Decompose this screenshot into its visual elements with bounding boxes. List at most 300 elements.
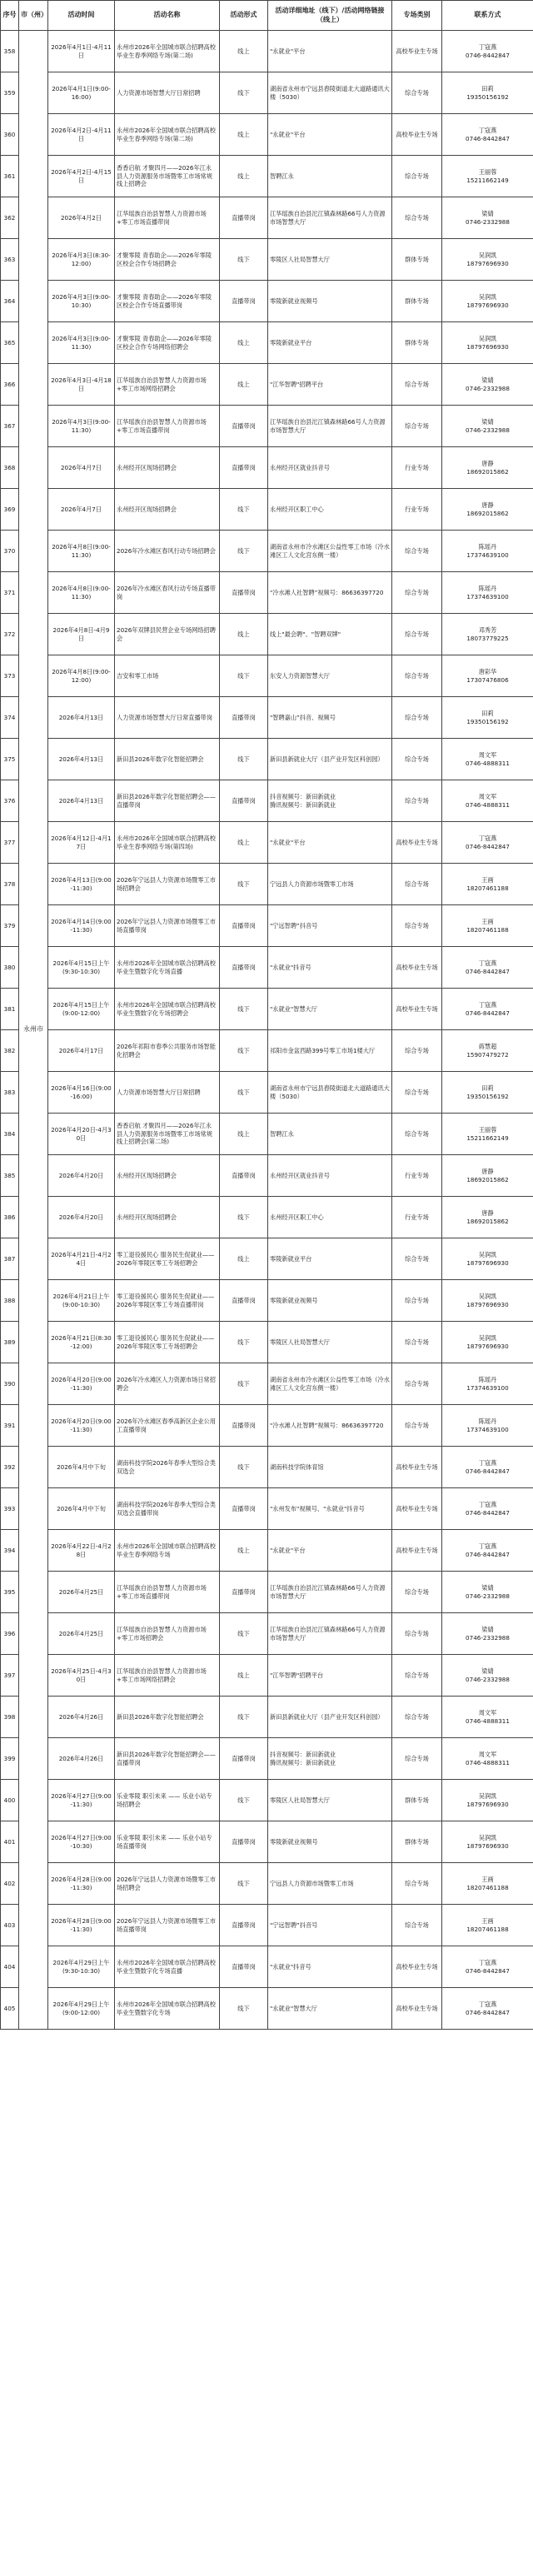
event-time: 2026年4月8日(9:00-11:30) bbox=[48, 531, 115, 572]
event-venue: 江华瑶族自治县沱江镇森林路66号人力资源市场智慧大厅 bbox=[268, 197, 392, 239]
event-venue: 零陵区人社局智慧大厅 bbox=[268, 1322, 392, 1363]
event-time: 2026年4月20日 bbox=[48, 1197, 115, 1238]
event-contact: 周文军 0746-4888311 bbox=[442, 780, 533, 822]
event-type: 综合专场 bbox=[392, 72, 442, 114]
row-no: 376 bbox=[1, 780, 19, 822]
event-name: 才聚零陵 青春助企——2026年零陵区校企合作专场网络招聘会 bbox=[115, 322, 220, 364]
table-row bbox=[1, 1697, 533, 1738]
event-contact: 王画 18207461188 bbox=[442, 905, 533, 947]
table-row bbox=[1, 614, 533, 655]
event-venue: 永州经开区职工中心 bbox=[268, 1197, 392, 1238]
table-row bbox=[1, 1655, 533, 1697]
event-type: 高校毕业生专场 bbox=[392, 1946, 442, 1988]
event-contact: 吴润凯 18797696930 bbox=[442, 1280, 533, 1322]
event-type: 综合专场 bbox=[392, 1363, 442, 1405]
event-venue: 湖南省永州市冷水滩区公益性零工市场（冷水滩区工人文化宫东侧一楼） bbox=[268, 531, 392, 572]
event-venue: "冷水滩人社智聘”视频号：86636397720 bbox=[268, 1405, 392, 1447]
event-type: 综合专场 bbox=[392, 1114, 442, 1155]
event-type: 综合专场 bbox=[392, 1905, 442, 1946]
row-no: 364 bbox=[1, 281, 19, 322]
table-row bbox=[1, 1988, 533, 2030]
event-time: 2026年4月22日-4月28日 bbox=[48, 1530, 115, 1572]
row-no: 382 bbox=[1, 1030, 19, 1072]
table-row bbox=[1, 489, 533, 531]
row-no: 384 bbox=[1, 1114, 19, 1155]
event-form: 直播带岗 bbox=[220, 406, 268, 447]
event-contact: 丁寇燕 0746-8442847 bbox=[442, 114, 533, 156]
event-form: 线下 bbox=[220, 1072, 268, 1114]
table-row bbox=[1, 1946, 533, 1988]
event-form: 线下 bbox=[220, 1030, 268, 1072]
event-form: 直播带岗 bbox=[220, 1572, 268, 1613]
event-name: 零工退役援民心 服务民生促就业——2026年零陵区零工专场直播带岗 bbox=[115, 1280, 220, 1322]
event-type: 综合专场 bbox=[392, 1322, 442, 1363]
event-name: 2026年宁远县人力资源市场暨零工市场直播带岗 bbox=[115, 905, 220, 947]
header-time: 活动时间 bbox=[48, 1, 115, 31]
row-no: 361 bbox=[1, 156, 19, 197]
event-venue: 湖南科技学院体育馆 bbox=[268, 1447, 392, 1488]
event-form: 线下 bbox=[220, 1613, 268, 1655]
row-no: 398 bbox=[1, 1697, 19, 1738]
event-type: 群体专场 bbox=[392, 281, 442, 322]
row-no: 380 bbox=[1, 947, 19, 989]
event-time: 2026年4月13日(9:00-11:30) bbox=[48, 864, 115, 905]
event-name: 永州市2026年全国城市联合招聘高校毕业生春季网络专场(第二场) bbox=[115, 114, 220, 156]
event-form: 直播带岗 bbox=[220, 281, 268, 322]
header-type: 专场类别 bbox=[392, 1, 442, 31]
table-row bbox=[1, 1905, 533, 1946]
event-form: 直播带岗 bbox=[220, 697, 268, 739]
table-row bbox=[1, 1072, 533, 1114]
event-contact: 丁寇燕 0746-8442847 bbox=[442, 1447, 533, 1488]
event-venue: "永就业"平台 bbox=[268, 822, 392, 864]
event-type: 群体专场 bbox=[392, 239, 442, 281]
event-contact: 梁婧 0746-2332988 bbox=[442, 1572, 533, 1613]
event-venue: 零陵区人社局智慧大厅 bbox=[268, 239, 392, 281]
event-name: 江华瑶族自治县智慧人力资源市场+零工市场网络招聘会 bbox=[115, 1655, 220, 1697]
table-row bbox=[1, 864, 533, 905]
event-name: 江华瑶族自治县智慧人力资源市场+零工市场直播带岗 bbox=[115, 406, 220, 447]
row-no: 394 bbox=[1, 1530, 19, 1572]
event-name: 江华瑶族自治县智慧人力资源市场+零工市场网络招聘会 bbox=[115, 364, 220, 406]
event-contact: 吴润凯 18797696930 bbox=[442, 1322, 533, 1363]
event-type: 综合专场 bbox=[392, 614, 442, 655]
event-time: 2026年4月2日-4月15日 bbox=[48, 156, 115, 197]
event-name: 永州市2026年全国城市联合招聘高校毕业生暨数字化专场直播 bbox=[115, 1946, 220, 1988]
event-venue: "永就业"抖音号 bbox=[268, 947, 392, 989]
event-time: 2026年4月3日-4月18日 bbox=[48, 364, 115, 406]
row-no: 365 bbox=[1, 322, 19, 364]
row-no: 367 bbox=[1, 406, 19, 447]
event-contact: 吴润凯 18797696930 bbox=[442, 1238, 533, 1280]
event-venue: 宁远县人力资源市场暨零工市场 bbox=[268, 1863, 392, 1905]
row-no: 358 bbox=[1, 31, 19, 72]
table-row bbox=[1, 1363, 533, 1405]
event-form: 直播带岗 bbox=[220, 1488, 268, 1530]
event-form: 线上 bbox=[220, 114, 268, 156]
row-no: 393 bbox=[1, 1488, 19, 1530]
event-form: 线下 bbox=[220, 1363, 268, 1405]
event-form: 线上 bbox=[220, 156, 268, 197]
event-form: 直播带岗 bbox=[220, 1905, 268, 1946]
event-form: 线上 bbox=[220, 822, 268, 864]
event-contact: 邓秀芳 18073779225 bbox=[442, 614, 533, 655]
event-venue: 新田县新就业大厅（县产业开发区科创园） bbox=[268, 1697, 392, 1738]
event-name: 湖南科技学院2026年春季大型综合类双选会直播带岗 bbox=[115, 1488, 220, 1530]
event-name: 零工退役援民心 服务民生促就业——2026年零陵区零工专场招聘会 bbox=[115, 1322, 220, 1363]
row-no: 386 bbox=[1, 1197, 19, 1238]
event-form: 线上 bbox=[220, 322, 268, 364]
event-name: 人力资源市场智慧大厅日常招聘 bbox=[115, 1072, 220, 1114]
event-form: 线上 bbox=[220, 31, 268, 72]
table-body bbox=[1, 31, 533, 2030]
event-time: 2026年4月3日(9:00-10:30) bbox=[48, 281, 115, 322]
event-venue: "永就业"智慧大厅 bbox=[268, 989, 392, 1030]
event-venue: 零陵新就业平台 bbox=[268, 322, 392, 364]
event-name: 乐业零陵 职引未来 —— 乐业小站专场直播带岗 bbox=[115, 1821, 220, 1863]
event-venue: 湖南省永州市冷水滩区公益性零工市场（冷水滩区工人文化宫东侧一楼） bbox=[268, 1363, 392, 1405]
event-time: 2026年4月8日-4月9日 bbox=[48, 614, 115, 655]
event-venue: 东安人力资源智慧大厅 bbox=[268, 655, 392, 697]
event-type: 综合专场 bbox=[392, 572, 442, 614]
event-contact: 丁寇燕 0746-8442847 bbox=[442, 1530, 533, 1572]
event-contact: 周文军 0746-4888311 bbox=[442, 1697, 533, 1738]
table-row bbox=[1, 447, 533, 489]
row-no: 392 bbox=[1, 1447, 19, 1488]
row-no: 402 bbox=[1, 1863, 19, 1905]
event-name: 湖南科技学院2026年春季大型综合类双选会 bbox=[115, 1447, 220, 1488]
event-name: 2026年冷水滩区春风行动专场直播带岗 bbox=[115, 572, 220, 614]
event-time: 2026年4月3日(9:00-11:30) bbox=[48, 322, 115, 364]
table-row bbox=[1, 281, 533, 322]
event-form: 直播带岗 bbox=[220, 1155, 268, 1197]
event-type: 综合专场 bbox=[392, 1280, 442, 1322]
event-venue: 智聘江永 bbox=[268, 156, 392, 197]
event-type: 行业专场 bbox=[392, 447, 442, 489]
event-venue: "永州发布"视频号、"永就业"抖音号 bbox=[268, 1488, 392, 1530]
event-venue: 抖音视频号：新田新就业 腾讯视频号：新田新就业 bbox=[268, 1738, 392, 1780]
event-form: 线下 bbox=[220, 1863, 268, 1905]
event-contact: 丁寇燕 0746-8442847 bbox=[442, 31, 533, 72]
event-venue: 零陵新就业视频号 bbox=[268, 1821, 392, 1863]
event-contact: 周文军 0746-4888311 bbox=[442, 739, 533, 780]
row-no: 372 bbox=[1, 614, 19, 655]
row-no: 370 bbox=[1, 531, 19, 572]
event-time: 2026年4月13日 bbox=[48, 739, 115, 780]
row-no: 360 bbox=[1, 114, 19, 156]
event-venue: 零陵新就业视频号 bbox=[268, 1280, 392, 1322]
event-name: 2026年宁远县人力资源市场暨零工市场直播带岗 bbox=[115, 1905, 220, 1946]
row-no: 399 bbox=[1, 1738, 19, 1780]
event-name: 人力资源市场智慧大厅日常直播带岗 bbox=[115, 697, 220, 739]
event-name: 新田县2026年数字化智能招聘会——直播带岗 bbox=[115, 1738, 220, 1780]
event-venue: "永就业"平台 bbox=[268, 31, 392, 72]
event-venue: "宁远智聘”抖音号 bbox=[268, 1905, 392, 1946]
event-contact: 田莉 19350156192 bbox=[442, 1072, 533, 1114]
event-venue: "永就业"平台 bbox=[268, 1530, 392, 1572]
event-venue: 江华瑶族自治县沱江镇森林路66号人力资源市场智慧大厅 bbox=[268, 406, 392, 447]
header-no: 序号 bbox=[1, 1, 19, 31]
event-form: 线上 bbox=[220, 364, 268, 406]
event-venue: 零陵区人社局智慧大厅 bbox=[268, 1780, 392, 1821]
table-row bbox=[1, 739, 533, 780]
table-row bbox=[1, 72, 533, 114]
event-type: 综合专场 bbox=[392, 780, 442, 822]
event-name: 永州市2026年全国城市联合招聘高校毕业生春季网络专场(第二场) bbox=[115, 31, 220, 72]
event-form: 直播带岗 bbox=[220, 447, 268, 489]
event-contact: 陈瑶丹 17374639100 bbox=[442, 1363, 533, 1405]
event-name: 2026年冷水滩区春季高新区企业公用工直播带岗 bbox=[115, 1405, 220, 1447]
event-contact: 丁寇燕 0746-8442847 bbox=[442, 822, 533, 864]
event-type: 高校毕业生专场 bbox=[392, 989, 442, 1030]
table-row bbox=[1, 1322, 533, 1363]
event-contact: 王画 18207461188 bbox=[442, 864, 533, 905]
event-name: 新田县2026年数字化智能招聘会 bbox=[115, 739, 220, 780]
event-contact: 王丽蓉 15211662149 bbox=[442, 1114, 533, 1155]
header-name: 活动名称 bbox=[115, 1, 220, 31]
table-row bbox=[1, 1863, 533, 1905]
event-time: 2026年4月26日 bbox=[48, 1738, 115, 1780]
event-time: 2026年4月21日上午(9:00-10:30) bbox=[48, 1280, 115, 1322]
event-time: 2026年4月21日-4月24日 bbox=[48, 1238, 115, 1280]
table-row bbox=[1, 1114, 533, 1155]
event-type: 高校毕业生专场 bbox=[392, 31, 442, 72]
table-row bbox=[1, 1238, 533, 1280]
event-type: 综合专场 bbox=[392, 905, 442, 947]
row-no: 375 bbox=[1, 739, 19, 780]
event-form: 直播带岗 bbox=[220, 197, 268, 239]
event-type: 综合专场 bbox=[392, 197, 442, 239]
table-row bbox=[1, 31, 533, 72]
event-time: 2026年4月27日(9:00-11:30) bbox=[48, 1780, 115, 1821]
event-name: 江华瑶族自治县智慧人力资源市场+零工市场直播带岗 bbox=[115, 1572, 220, 1613]
row-no: 396 bbox=[1, 1613, 19, 1655]
event-form: 线下 bbox=[220, 739, 268, 780]
event-time: 2026年4月28日(9:00-11:30) bbox=[48, 1905, 115, 1946]
event-type: 综合专场 bbox=[392, 1072, 442, 1114]
row-no: 362 bbox=[1, 197, 19, 239]
event-type: 综合专场 bbox=[392, 1572, 442, 1613]
event-form: 线下 bbox=[220, 989, 268, 1030]
event-time: 2026年4月7日 bbox=[48, 489, 115, 531]
event-name: 2026年双牌县民营企业专场网络招聘会 bbox=[115, 614, 220, 655]
event-contact: 陈瑶丹 17374639100 bbox=[442, 531, 533, 572]
event-type: 综合专场 bbox=[392, 1613, 442, 1655]
event-venue: "冷水滩人社智聘”视频号：86636397720 bbox=[268, 572, 392, 614]
event-venue: "宁远智聘”抖音号 bbox=[268, 905, 392, 947]
event-time: 2026年4月20日-4月30日 bbox=[48, 1114, 115, 1155]
row-no: 401 bbox=[1, 1821, 19, 1863]
event-time: 2026年4月中下旬 bbox=[48, 1488, 115, 1530]
event-contact: 田莉 19350156192 bbox=[442, 697, 533, 739]
event-type: 综合专场 bbox=[392, 1738, 442, 1780]
row-no: 378 bbox=[1, 864, 19, 905]
event-name: 香香启航 才聚四月——2026年江永县人力资源服务市场暨零工市场常规线上招聘会 bbox=[115, 156, 220, 197]
header-contact: 联系方式 bbox=[442, 1, 533, 31]
event-time: 2026年4月13日 bbox=[48, 780, 115, 822]
event-contact: 王画 18207461188 bbox=[442, 1905, 533, 1946]
event-contact: 唐静 18692015862 bbox=[442, 1155, 533, 1197]
event-time: 2026年4月17日 bbox=[48, 1030, 115, 1072]
row-no: 395 bbox=[1, 1572, 19, 1613]
row-no: 403 bbox=[1, 1905, 19, 1946]
event-type: 综合专场 bbox=[392, 1863, 442, 1905]
event-time: 2026年4月1日-4月11日 bbox=[48, 31, 115, 72]
event-type: 综合专场 bbox=[392, 1655, 442, 1697]
event-contact: 丁寇燕 0746-8442847 bbox=[442, 1946, 533, 1988]
event-contact: 唐静 18692015862 bbox=[442, 447, 533, 489]
event-type: 高校毕业生专场 bbox=[392, 1530, 442, 1572]
event-form: 线下 bbox=[220, 1197, 268, 1238]
event-name: 永州市2026年全国城市联合招聘高校毕业生春季网络专场(第四场) bbox=[115, 822, 220, 864]
event-type: 综合专场 bbox=[392, 406, 442, 447]
event-form: 线下 bbox=[220, 1988, 268, 2030]
row-no: 379 bbox=[1, 905, 19, 947]
event-form: 线下 bbox=[220, 239, 268, 281]
event-time: 2026年4月8日(9:00-12:00) bbox=[48, 655, 115, 697]
event-time: 2026年4月14日(9:00-11:30) bbox=[48, 905, 115, 947]
table-row bbox=[1, 1030, 533, 1072]
event-type: 高校毕业生专场 bbox=[392, 1447, 442, 1488]
table-row bbox=[1, 1280, 533, 1322]
event-form: 线下 bbox=[220, 1780, 268, 1821]
event-contact: 梁婧 0746-2332988 bbox=[442, 364, 533, 406]
row-no: 377 bbox=[1, 822, 19, 864]
event-form: 线上 bbox=[220, 1655, 268, 1697]
event-form: 直播带岗 bbox=[220, 780, 268, 822]
event-contact: 梁婧 0746-2332988 bbox=[442, 197, 533, 239]
event-form: 直播带岗 bbox=[220, 1821, 268, 1863]
event-contact: 王丽蓉 15211662149 bbox=[442, 156, 533, 197]
event-name: 永州经开区现场招聘会 bbox=[115, 1197, 220, 1238]
table-row bbox=[1, 114, 533, 156]
event-type: 综合专场 bbox=[392, 156, 442, 197]
event-venue: "江华智聘"招聘平台 bbox=[268, 1655, 392, 1697]
event-venue: "永就业"抖音号 bbox=[268, 1946, 392, 1988]
event-contact: 吴润凯 18797696930 bbox=[442, 239, 533, 281]
event-type: 群体专场 bbox=[392, 1780, 442, 1821]
event-venue: 零陵新就业视频号 bbox=[268, 281, 392, 322]
table-row bbox=[1, 1613, 533, 1655]
header-venue: 活动详细地址（线下）/活动网络链接（线上） bbox=[268, 1, 392, 31]
event-form: 线下 bbox=[220, 1447, 268, 1488]
event-form: 线上 bbox=[220, 1530, 268, 1572]
row-no: 405 bbox=[1, 1988, 19, 2030]
event-type: 行业专场 bbox=[392, 489, 442, 531]
table-row bbox=[1, 1530, 533, 1572]
event-venue: 江华瑶族自治县沱江镇森林路66号人力资源市场智慧大厅 bbox=[268, 1613, 392, 1655]
event-venue: "永就业"智慧大厅 bbox=[268, 1988, 392, 2030]
table-row bbox=[1, 822, 533, 864]
event-venue: 永州经开区职工中心 bbox=[268, 489, 392, 531]
event-venue: 新田县新就业大厅（县产业开发区科创园） bbox=[268, 739, 392, 780]
event-form: 线下 bbox=[220, 1697, 268, 1738]
event-type: 综合专场 bbox=[392, 364, 442, 406]
event-type: 综合专场 bbox=[392, 1238, 442, 1280]
table-row bbox=[1, 572, 533, 614]
row-no: 368 bbox=[1, 447, 19, 489]
event-time: 2026年4月25日 bbox=[48, 1572, 115, 1613]
event-time: 2026年4月20日(9:00-11:30) bbox=[48, 1363, 115, 1405]
event-form: 线下 bbox=[220, 72, 268, 114]
event-form: 线上 bbox=[220, 1114, 268, 1155]
event-contact: 梁婧 0746-2332988 bbox=[442, 406, 533, 447]
row-no: 388 bbox=[1, 1280, 19, 1322]
event-name: 永州经开区现场招聘会 bbox=[115, 489, 220, 531]
row-no: 373 bbox=[1, 655, 19, 697]
event-time: 2026年4月3日(9:00-11:30) bbox=[48, 406, 115, 447]
event-time: 2026年4月3日(8:30-12:00) bbox=[48, 239, 115, 281]
event-time: 2026年4月21日(8:30-12:00) bbox=[48, 1322, 115, 1363]
event-name: 才聚零陵 青春助企——2026年零陵区校企合作专场直播带岗 bbox=[115, 281, 220, 322]
event-time: 2026年4月25日-4月30日 bbox=[48, 1655, 115, 1697]
table-row bbox=[1, 1447, 533, 1488]
event-time: 2026年4月中下旬 bbox=[48, 1447, 115, 1488]
event-venue: 永州经开区就业抖音号 bbox=[268, 1155, 392, 1197]
event-contact: 陈瑶丹 17374639100 bbox=[442, 572, 533, 614]
row-no: 404 bbox=[1, 1946, 19, 1988]
event-contact: 吴润凯 18797696930 bbox=[442, 322, 533, 364]
table-row bbox=[1, 364, 533, 406]
event-form: 线下 bbox=[220, 1322, 268, 1363]
event-time: 2026年4月2日 bbox=[48, 197, 115, 239]
row-no: 387 bbox=[1, 1238, 19, 1280]
table-row bbox=[1, 1780, 533, 1821]
event-name: 才聚零陵 青春助企——2026年零陵区校企合作专场招聘会 bbox=[115, 239, 220, 281]
event-time: 2026年4月8日(9:00-11:30) bbox=[48, 572, 115, 614]
event-type: 高校毕业生专场 bbox=[392, 1988, 442, 2030]
event-type: 综合专场 bbox=[392, 1697, 442, 1738]
event-contact: 唐静 18692015862 bbox=[442, 1197, 533, 1238]
table-row bbox=[1, 531, 533, 572]
row-no: 400 bbox=[1, 1780, 19, 1821]
event-venue: 智聘江永 bbox=[268, 1114, 392, 1155]
event-contact: 王画 18207461188 bbox=[442, 1863, 533, 1905]
table-row bbox=[1, 156, 533, 197]
event-contact: 周文军 0746-4888311 bbox=[442, 1738, 533, 1780]
event-contact: 陈瑶丹 17374639100 bbox=[442, 1405, 533, 1447]
event-type: 群体专场 bbox=[392, 1821, 442, 1863]
table-row bbox=[1, 239, 533, 281]
row-no: 390 bbox=[1, 1363, 19, 1405]
event-name: 永州经开区现场招聘会 bbox=[115, 447, 220, 489]
event-name: 江华瑶族自治县智慧人力资源市场+零工市场直播带岗 bbox=[115, 197, 220, 239]
event-form: 直播带岗 bbox=[220, 1280, 268, 1322]
event-name: 零工退役援民心 服务民生促就业——2026年零陵区零工专场招聘会 bbox=[115, 1238, 220, 1280]
event-time: 2026年4月12日-4月17日 bbox=[48, 822, 115, 864]
event-contact: 丁寇燕 0746-8442847 bbox=[442, 989, 533, 1030]
event-type: 高校毕业生专场 bbox=[392, 822, 442, 864]
event-venue: "江华智聘"招聘平台 bbox=[268, 364, 392, 406]
event-name: 永州经开区现场招聘会 bbox=[115, 1155, 220, 1197]
event-type: 群体专场 bbox=[392, 322, 442, 364]
table-row bbox=[1, 697, 533, 739]
event-name: 永州市2026年全国城市联合招聘高校毕业生春季网络专场 bbox=[115, 1530, 220, 1572]
event-name: 2026年冷水滩区春风行动专场招聘会 bbox=[115, 531, 220, 572]
table-row bbox=[1, 780, 533, 822]
event-name: 永州市2026年全国城市联合招聘高校毕业生暨数字化专场招聘会 bbox=[115, 989, 220, 1030]
event-name: 永州市2026年全国城市联合招聘高校毕业生暨数字化专场 bbox=[115, 1988, 220, 2030]
row-no: 371 bbox=[1, 572, 19, 614]
event-form: 直播带岗 bbox=[220, 572, 268, 614]
event-time: 2026年4月1日(9:00-16:00) bbox=[48, 72, 115, 114]
event-contact: 梁婧 0746-2332988 bbox=[442, 1655, 533, 1697]
row-no: 374 bbox=[1, 697, 19, 739]
event-contact: 丁寇燕 0746-8442847 bbox=[442, 1988, 533, 2030]
event-venue: "永就业"平台 bbox=[268, 114, 392, 156]
event-form: 线下 bbox=[220, 489, 268, 531]
row-no: 383 bbox=[1, 1072, 19, 1114]
